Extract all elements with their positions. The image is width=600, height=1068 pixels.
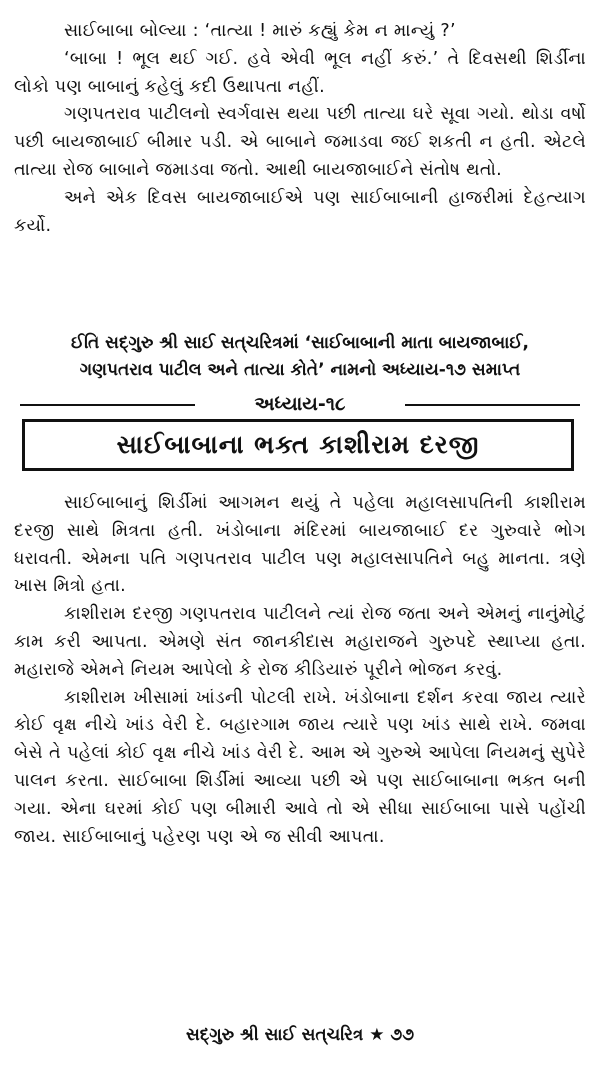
paragraph-kashiram-guru: કાશીરામ દરજી ગણપતરાવ પાટીલને ત્યાં રોજ જતા અને એમનું નાનુંમોટું કામ કરી આપતા. એમણે સંત જાનકીદાસ મહારાજને ગુરુપદે સ્થાપ્યા હતા. મહારાજે એમને નિયમ આપેલો કે રોજ કીડિયારું પૂરીને ભોજન કરવું. <box>14 604 586 680</box>
chapter-end-note-line-1: ઈતિ સદ્‌ગુરુ શ્રી સાઈ સત્‌ચરિત્રમાં ‘સાઈબાબાની માતા બાયજાબાઈ, <box>71 333 529 353</box>
chapter-number-heading <box>20 391 580 417</box>
paragraph-friendship: સાઈબાબાનું શિર્ડીમાં આગમન થયું તે પહેલા મહાલસાપતિની કાશીરામ દરજી સાથે મિત્રતા હતી. ખંડોબાના મંદિરમાં બાયજાબાઈ દર ગુરુવારે ભોગ ધરાવતી. એમના પતિ ગણપતરાવ પાટીલ પણ મહાલસાપતિને બહુ માનતા. ત્રણે ખાસ મિત્રો હતા. <box>14 493 587 597</box>
chapter-end-note <box>10 330 590 384</box>
heading-rule-right <box>405 404 580 406</box>
chapter-18-body <box>14 490 586 851</box>
chapter-title: સાઈબાબાના ભક્ત કાશીરામ દરજી <box>116 430 480 459</box>
paragraph-tatya: ગણપતરાવ પાટીલનો સ્વર્ગવાસ થયા પછી તાત્યા ઘરે સૂવા ગયો. થોડા વર્ષો પછી બાયજાબાઈ બીમાર પડી. એ બાબાને જમાડવા જઈ શકતી ન હતી. એટલે તાત્યા રોજ બાબાને જમાડવા જતો. આથી બાયજાબાઈને સંતોષ થતો. <box>14 104 586 180</box>
paragraph-sugar-offering: કાશીરામ ખીસામાં ખાંડની પોટલી રાખે. ખંડોબાના દર્શન કરવા જાય ત્યારે કોઈ વૃક્ષ નીચે ખાંડ વેરી દે. બહારગામ જાય ત્યારે પણ ખાંડ સાથે રાખે. જમવા બેસે તે પહેલાં કોઈ વૃક્ષ નીચે ખાંડ વેરી દે. આમ એ ગુરુએ આપેલા નિયમનું સુપેરે પાલન કરતા. સાઈબાબા શિર્ડીમાં આવ્યા પછી એ પણ સાઈબાબાના ભક્ત બની ગયા. એના ઘરમાં કોઈ પણ બીમારી આવે તો એ સીધા સાઈબાબા પાસે પહોંચી જાય. સાઈબાબાનું પહેરણ પણ એ જ સીવી આપતા. <box>14 687 586 847</box>
chapter-end-note-line-2: ગણપતરાવ પાટીલ અને તાત્યા કોતે’ નામનો અધ્યાય-૧૭ સમાપ્ત <box>79 360 521 380</box>
chapter-number: અધ્યાય-૧૮ <box>254 393 346 415</box>
chapter-title-box <box>22 419 574 471</box>
paragraph-reply: ‘બાબા ! ભૂલ થઈ ગઈ. હવે એવી ભૂલ નહીં કરું.’ તે દિવસથી શિર્ડીના લોકો પણ બાબાનું કહેલું કદી ઉથાપતા નહીં. <box>14 48 586 97</box>
paragraph-dialogue: સાઈબાબા બોલ્યા : ‘તાત્યા ! મારું કહ્યું કેમ ન માન્યું ?’ <box>64 21 456 41</box>
chapter-17-ending <box>14 18 586 240</box>
paragraph-bayjabai-death: અને એક દિવસ બાયજાબાઈએ પણ સાઈબાબાની હાજરીમાં દેહત્યાગ કર્યો. <box>14 187 586 236</box>
page-footer: સદ્‌ગુરુ શ્રી સાઈ સત્‌ચરિત્ર ★ ૭૭ <box>185 1025 415 1045</box>
